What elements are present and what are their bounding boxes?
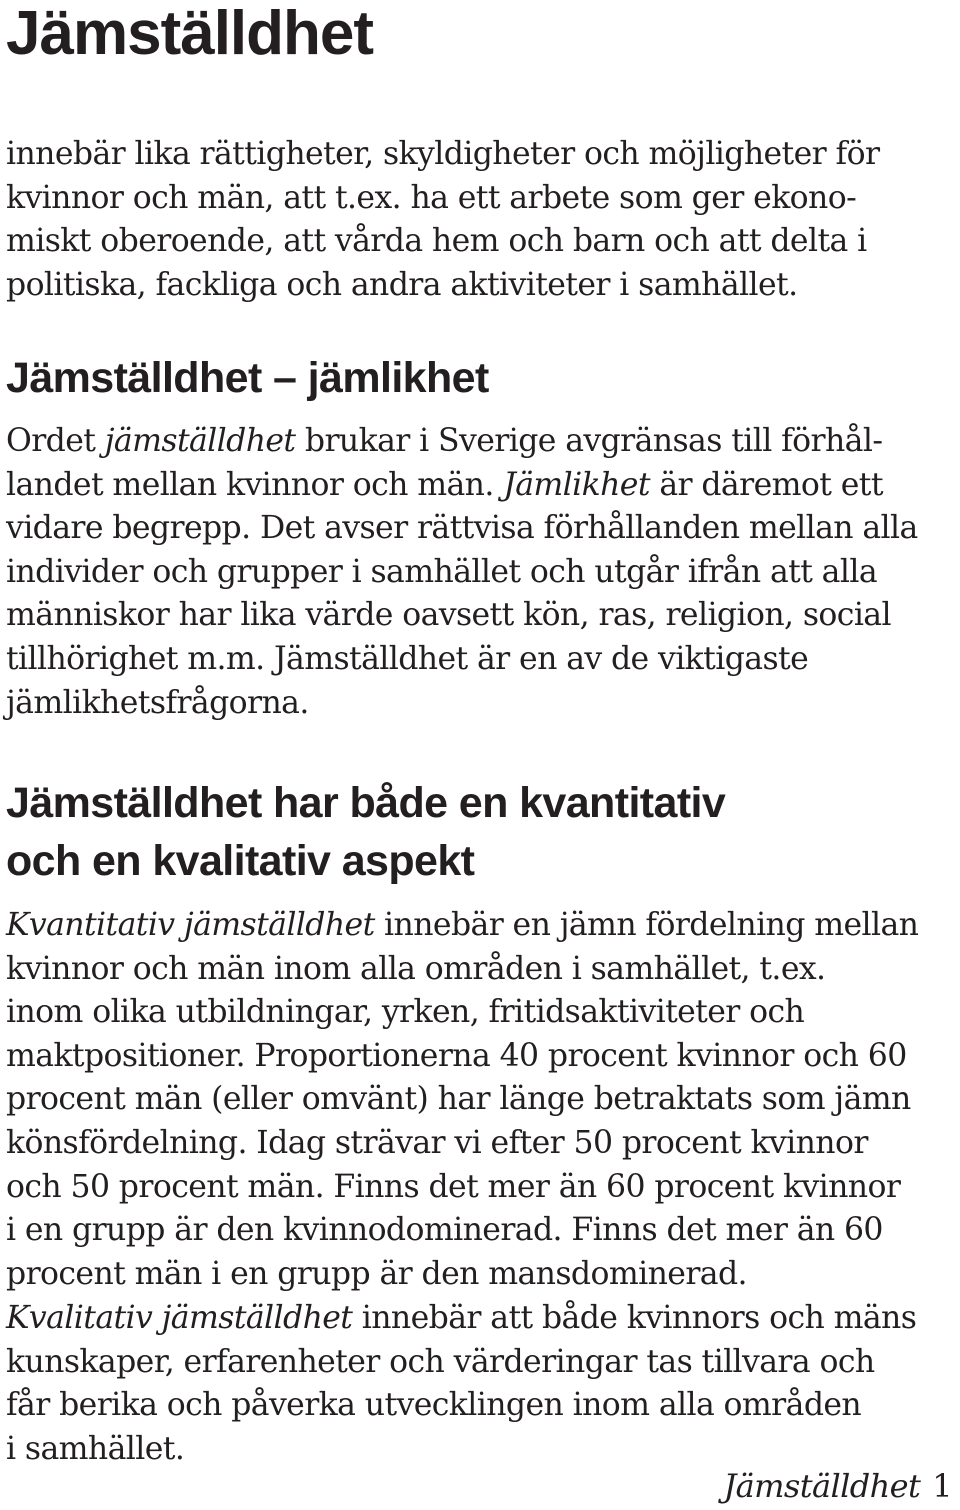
text-line: människor har lika värde oavsett kön, ras, religion, social [6,597,891,634]
page-footer [723,1464,952,1508]
text-fragment: Ordet [6,423,105,459]
text-line: könsfördelning. Idag strävar vi efter 50 procent kvinnor [6,1124,868,1161]
heading-line: och en kvalitativ aspekt [6,837,475,885]
text-line: procent män i en grupp är den mansdominerad. [6,1255,747,1292]
text-line: procent män (eller omvänt) har länge betraktats som jämn [6,1081,911,1118]
italic-term: Jämlikhet [503,466,650,503]
text-fragment: är däremot ett [649,466,883,503]
text-line: inom olika utbildningar, yrken, fritidsaktiviteter och [6,994,805,1031]
section-heading-jamlikhet: Jämställdhet – jämlikhet [6,354,489,402]
jamlikhet-paragraph [6,420,956,725]
text-fragment: innebär en jämn fördelning mellan [374,907,919,943]
text-line [6,464,956,508]
text-line: miskt oberoende, att vårda hem och barn och att delta i [6,223,867,260]
page-number: 1 [932,1467,952,1505]
text-fragment: innebär att både kvinnors och mäns [352,1300,917,1336]
text-line: tillhörighet m.m. Jämställdhet är en av de viktigaste [6,640,809,677]
kvalitativ-paragraph [6,1297,956,1471]
page-title: Jämställdhet [6,0,374,68]
text-line [6,904,956,948]
italic-term: Kvalitativ jämställdhet [6,1300,353,1336]
italic-term: Kvantitativ jämställdhet [6,907,375,943]
text-line: politiska, fackliga och andra aktiviteter i samhället. [6,266,798,303]
text-line: får berika och påverka utvecklingen inom alla områden [6,1387,862,1424]
text-line: kunskaper, erfarenheter och värderingar tas tillvara och [6,1343,875,1380]
text-fragment: brukar i Sverige avgränsas till förhål- [295,423,883,459]
italic-term: jämställdhet [104,423,296,459]
text-line: innebär lika rättigheter, skyldigheter och möjligheter för [6,136,880,172]
section-heading-aspekt [6,774,725,890]
text-line: vidare begrepp. Det avser rättvisa förhållanden mellan alla [6,510,918,547]
kvantitativ-paragraph [6,904,956,1296]
text-line [6,1297,956,1341]
text-line: individer och grupper i samhället och utgår ifrån att alla [6,553,877,590]
text-line: kvinnor och män inom alla områden i samhället, t.ex. [6,950,826,987]
footer-label: Jämställdhet [723,1467,921,1505]
text-line: jämlikhetsfrågorna. [6,684,309,721]
text-line: i samhället. [6,1430,185,1467]
text-line: kvinnor och män, att t.ex. ha ett arbete som ger ekono- [6,179,857,216]
text-line: maktpositioner. Proportionerna 40 procent kvinnor och 60 [6,1037,907,1074]
heading-line: Jämställdhet har både en kvantitativ [6,779,726,827]
text-line: i en grupp är den kvinnodominerad. Finns det mer än 60 [6,1212,883,1249]
intro-paragraph [6,133,956,307]
text-line [6,420,956,464]
text-line: och 50 procent män. Finns det mer än 60 procent kvinnor [6,1168,901,1205]
text-fragment: landet mellan kvinnor och män. [6,466,504,503]
